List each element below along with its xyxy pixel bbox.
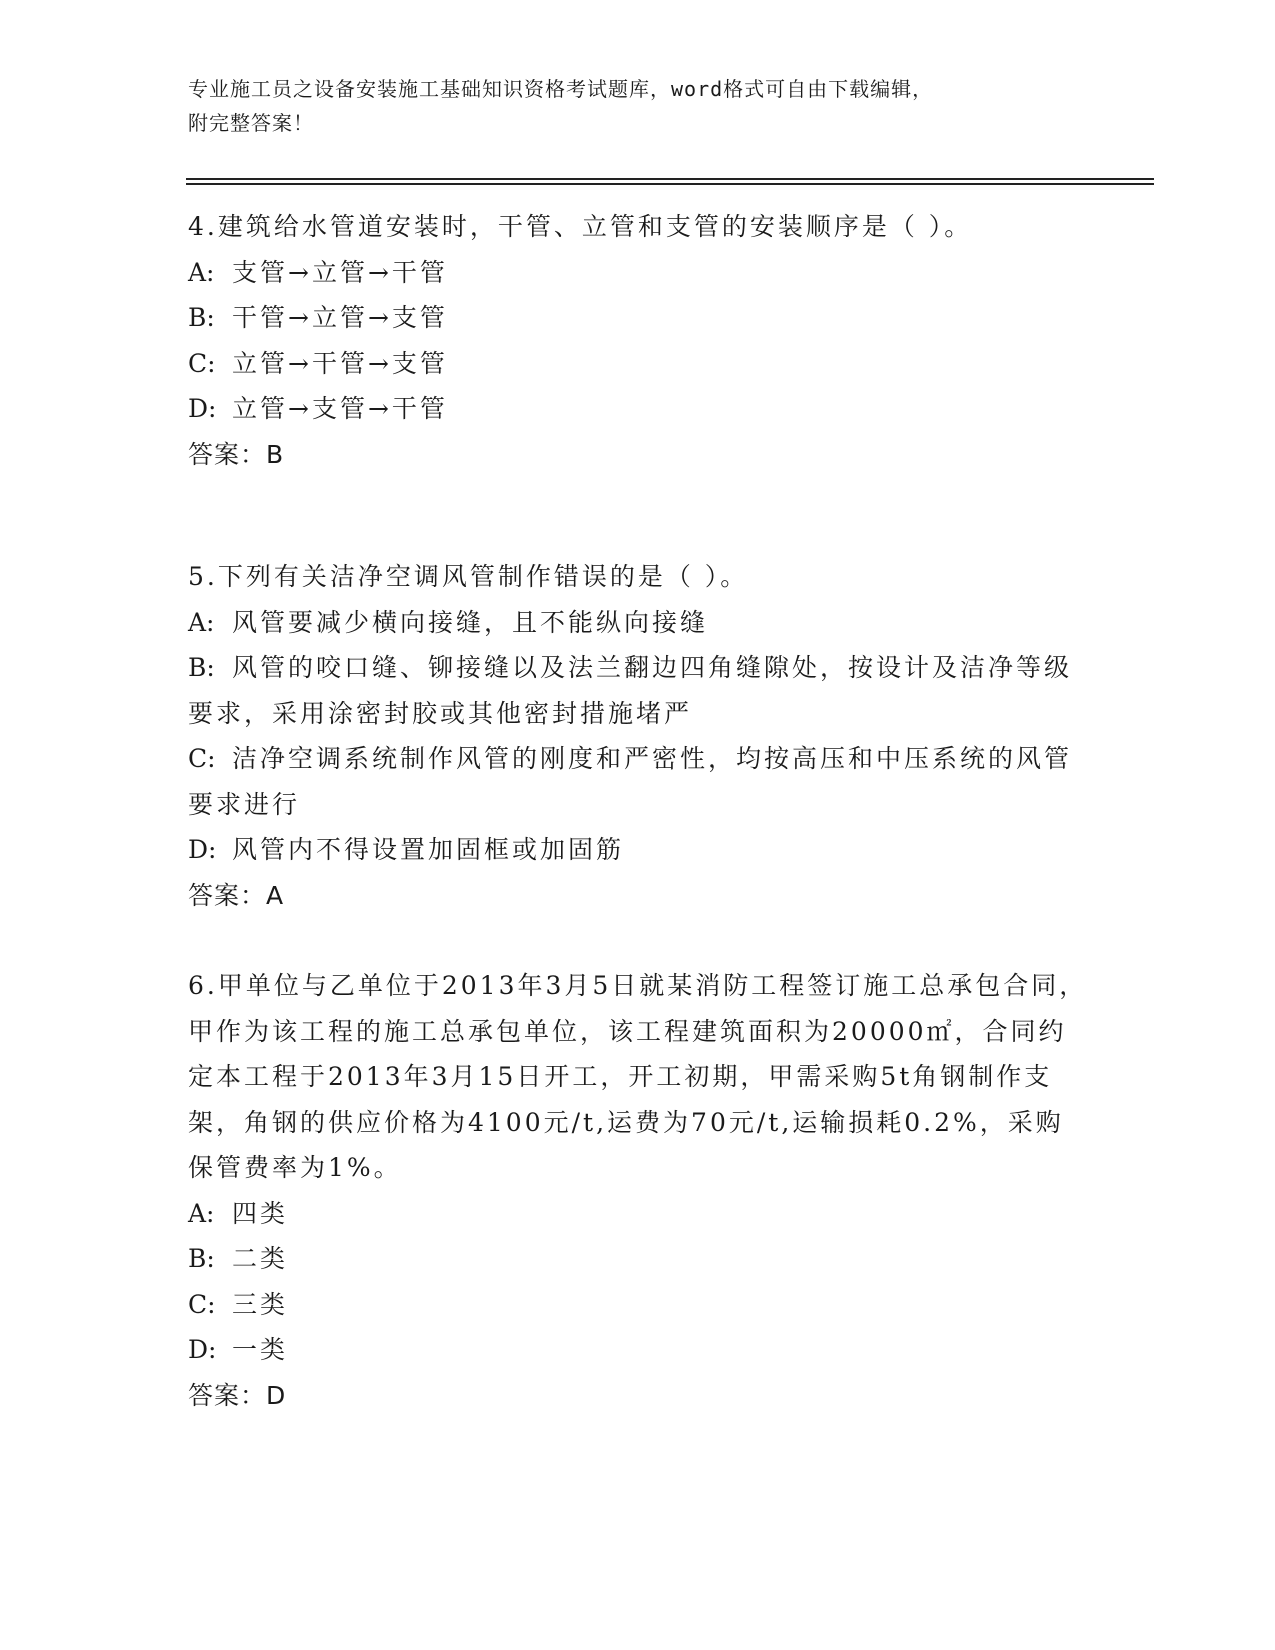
answer-label: 答案：A	[188, 880, 285, 910]
option-text: 风管要减少横向接缝，且不能纵向接缝	[232, 607, 709, 637]
option-letter: C:	[188, 1289, 216, 1319]
option-text: 立管→干管→支管	[232, 348, 448, 378]
option-letter: D:	[188, 835, 217, 864]
option-a	[188, 600, 1088, 646]
option-c	[188, 341, 1088, 387]
option-a	[188, 250, 1088, 296]
option-letter: B:	[188, 1244, 215, 1273]
header-line-2: 附完整答案！	[188, 111, 314, 135]
option-letter: D:	[188, 1335, 217, 1364]
question-4	[188, 204, 1088, 477]
question-5	[188, 554, 1088, 918]
header-line-1: 专业施工员之设备安装施工基础知识资格考试题库，word格式可自由下载编辑，	[188, 77, 934, 101]
option-text: 立管→支管→干管	[232, 394, 448, 423]
option-b	[188, 295, 1088, 341]
option-text: 支管→立管→干管	[232, 257, 448, 287]
option-letter: A:	[188, 1198, 215, 1228]
answer-label: 答案：B	[188, 439, 285, 469]
option-text: 二类	[232, 1244, 289, 1273]
option-c	[188, 1282, 1088, 1328]
option-letter: D:	[188, 394, 217, 423]
option-text: 洁净空调系统制作风管的刚度和严密性，均按高压和中压系统的风管要求进行	[188, 744, 1073, 819]
option-c	[188, 736, 1088, 827]
option-text: 三类	[232, 1289, 289, 1319]
option-letter: B:	[188, 653, 215, 682]
option-text: 一类	[232, 1335, 289, 1364]
option-letter: B:	[188, 303, 215, 332]
option-d	[188, 1327, 1088, 1373]
answer-label: 答案：D	[188, 1380, 287, 1410]
question-stem: 4.建筑给水管道安装时，干管、立管和支管的安装顺序是（ ）。	[188, 212, 973, 241]
option-text: 四类	[232, 1198, 289, 1228]
question-stem: 6.甲单位与乙单位于2013年3月5日就某消防工程签订施工总承包合同，甲作为该工程的施工总承包单位，该工程建筑面积为20000㎡，合同约定本工程于2013年3月15日开工，开工初期，甲需采购5t角钢制作支架，角钢的供应价格为4100元/t,运费为70元/t,运输损耗0.2%，采购保管费率为1%。	[188, 971, 1088, 1182]
option-text: 干管→立管→支管	[232, 303, 448, 332]
option-letter: C:	[188, 348, 216, 378]
document-header	[188, 72, 1088, 140]
option-letter: C:	[188, 744, 216, 773]
question-6	[188, 963, 1088, 1418]
option-a	[188, 1191, 1088, 1237]
option-d	[188, 386, 1088, 432]
option-letter: A:	[188, 607, 215, 637]
question-stem: 5.下列有关洁净空调风管制作错误的是（ ）。	[188, 562, 749, 591]
option-b	[188, 645, 1088, 736]
option-d	[188, 827, 1088, 873]
option-text: 风管的咬口缝、铆接缝以及法兰翻边四角缝隙处，按设计及洁净等级要求，采用涂密封胶或其他密封措施堵严	[188, 653, 1073, 728]
option-letter: A:	[188, 257, 215, 287]
option-b	[188, 1236, 1088, 1282]
header-divider-bottom	[186, 183, 1154, 185]
header-divider-top	[186, 178, 1154, 180]
option-text: 风管内不得设置加固框或加固筋	[232, 835, 625, 864]
